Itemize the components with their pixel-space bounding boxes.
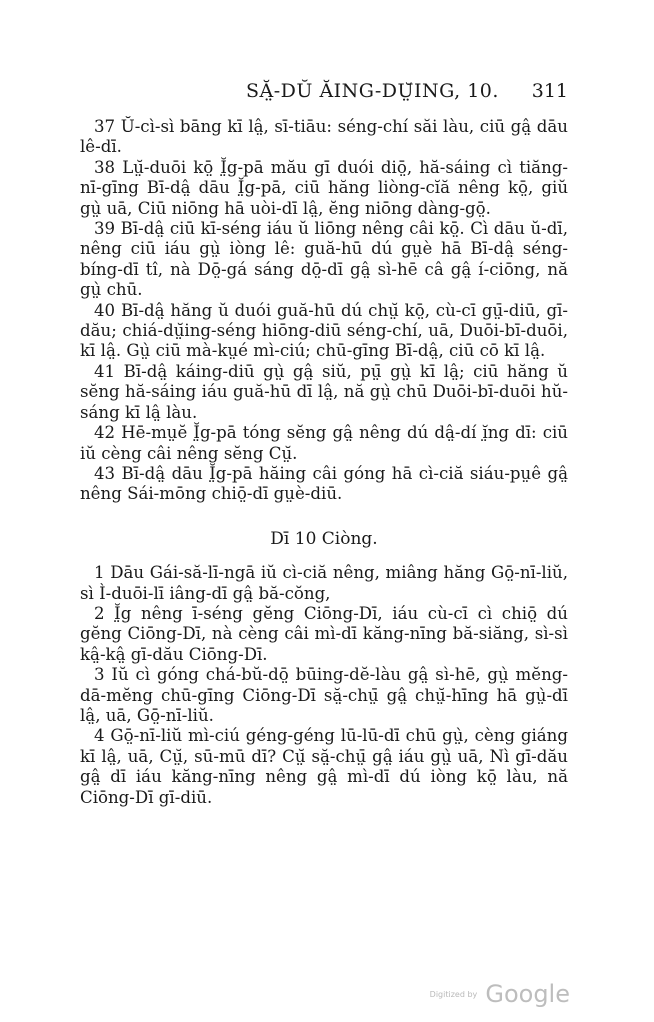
watermark-caption: Digitized by	[429, 989, 478, 999]
chapter-verse-4: 4 Gō̤-nī-liŭ mì-ciú géng-géng lū-lū-dī chū gṳ̀, cèng giáng kī lâ̤, uā, Cṳ̆, sū-mū dī? Cṳ̆ să̤-chṳ̄ gâ̤ iáu gṳ̀ uā, Nì gī-dău gâ̤ dī iáu kăng-nīng nêng gâ̤ mì-dī dú iòng kō̤ làu, nă Ciōng-Dī gī-diū.	[80, 726, 568, 807]
page-header	[60, 80, 568, 106]
verse-43: 43 Bī-dâ̤ dāu Ĭ̤g-pā hăing câi góng hā cì-ciă siáu-pṳê gâ̤ nêng Sái-mōng chiō̤-dī gṳè-diū.	[80, 463, 568, 504]
verse-41: 41 Bī-dâ̤ káing-diū gṳ̀ gâ̤ siŭ, pṳ̄ gṳ̀ kī lâ̤; ciū hăng ŭ sĕng hă-sáing iáu guă-hū dī lâ̤, nă gṳ̀ chū Duōi-bī-duōi hŭ-sáng kī lâ̤ làu.	[80, 361, 568, 422]
chapter-verse-3: 3 Iŭ cì góng chá-bŭ-dō̤ būing-dĕ-làu gâ̤ sì-hē, gṳ̀ mĕng-dā-mĕng chū-gīng Ciōng-Dī să̤-chṳ̄ gâ̤ chṳ̆-hīng hā gṳ̀-dī lâ̤, uā, Gō̤-nī-liŭ.	[80, 665, 568, 725]
digitized-watermark	[430, 980, 570, 1008]
verse-39: 39 Bī-dâ̤ ciū kī-séng iáu ŭ liōng nêng câi kō̤. Cì dāu ŭ-dī, nêng ciū iáu gṳ̀ iòng lê: guă-hū dú gṳè hā Bī-dâ̤ séng-bíng-dī tî, nà Dō̤-gá sáng dō̤-dī gâ̤ sì-hē câ gâ̤ í-ciōng, nă gṳ̀ chū.	[80, 219, 568, 300]
chapter-verse-1: 1 Dāu Gái-să-lī-ngā iŭ cì-ciă nêng, miâng hăng Gō̤-nī-liŭ, sì Ì-duōi-lī iâng-dī gâ̤ bă-cŏng,	[80, 563, 568, 603]
page-body	[80, 117, 568, 808]
chapter-verse-2: 2 Ĭ̤g nêng ī-séng gĕng Ciōng-Dī, iáu cù-cī cì chiō̤ dú gĕng Ciōng-Dī, nà cèng câi mì-dī kăng-nīng bă-siăng, sì-sì kâ̤-kâ̤ gī-dău Ciōng-Dī.	[80, 603, 568, 664]
verse-37: 37 Ŭ-cì-sì bāng kī lâ̤, sī-tiāu: séng-chí săi làu, ciū gâ̤ dāu lê-dī.	[80, 117, 568, 157]
running-title: SĂ̤-DŬ ĂING-DṲ̆ING, 10.	[246, 80, 499, 102]
verse-40: 40 Bī-dâ̤ hăng ŭ duói guă-hū dú chṳ̆ kō̤, cù-cī gṳ̄-diū, gī-dău; chiá-dṳ̆ing-séng hiōng-diū séng-chí, uā, Duōi-bī-duōi, kī lâ̤. Gṳ̀ ciū mà-kṳé mì-ciú; chū-gīng Bī-dâ̤, ciū cō kī lâ̤.	[80, 300, 568, 361]
page-number: 311	[531, 80, 568, 102]
chapter-heading: Dī 10 Ciòng.	[270, 528, 378, 549]
verse-42: 42 Hē-mṳĕ Ĭ̤g-pā tóng sĕng gâ̤ nêng dú dâ̤-dí ĭ̤ng dī: ciū iŭ cèng câi nêng sĕng Cṳ̆.	[80, 423, 568, 463]
google-logo: Google	[485, 980, 570, 1008]
verse-38: 38 Lṳ̆-duōi kō̤ Ĭ̤g-pā mău gī duói diō̤, hă-sáing cì tiăng-nī-gīng Bī-dâ̤ dāu Ĭ̤g-pā, ciū hăng liòng-cĭă nêng kō̤, giŭ gṳ̀ uā, Ciū niōng hā uòi-dī lâ̤, ĕng niōng dàng-gō̤.	[80, 157, 568, 218]
